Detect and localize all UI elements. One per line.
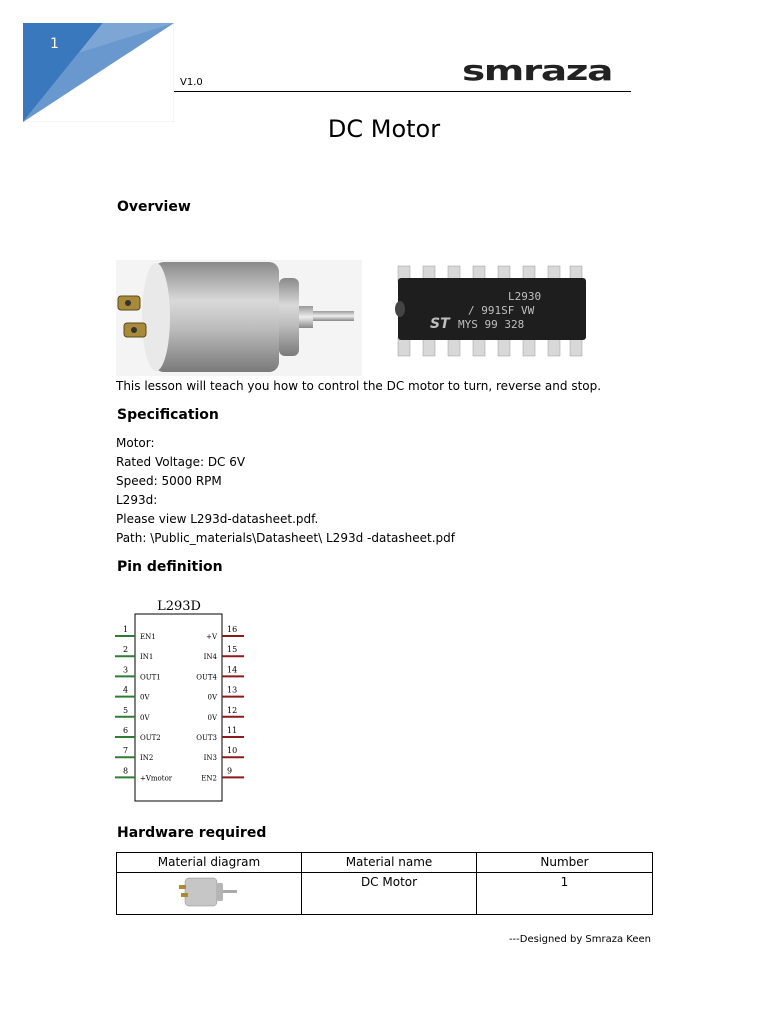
dc-motor-thumbnail: [177, 875, 241, 909]
header-rule: [174, 91, 631, 92]
pin-label: OUT3: [196, 734, 217, 742]
pin-number: 11: [227, 726, 238, 735]
pin-label: EN2: [201, 774, 217, 783]
chip-marking-line-2: / 991SF VW: [468, 304, 535, 317]
pin-definition-heading: Pin definition: [117, 559, 223, 575]
pin-number: 16: [227, 625, 238, 634]
hardware-table: [116, 852, 653, 915]
pin-number: 5: [123, 705, 129, 715]
footer-credit: ---Designed by Smraza Keen: [508, 934, 651, 945]
material-name-cell: DC Motor: [302, 873, 477, 915]
pin-number: 6: [123, 726, 129, 735]
spec-line: L293d:: [116, 493, 158, 507]
pin-label: IN3: [203, 754, 217, 763]
pin-label: 0V: [207, 693, 217, 702]
version-label: V1.0: [180, 77, 203, 88]
chip-marking-line-3: MYS 99 328: [458, 318, 525, 331]
pin-number: 1: [123, 625, 129, 634]
pin-number: 13: [227, 685, 238, 695]
l293d-pin-diagram: [113, 588, 253, 806]
table-row: [117, 873, 653, 915]
brand-logo-text: smraza: [462, 58, 612, 86]
pin-label: +V: [206, 633, 217, 641]
pin-label: 0V: [207, 713, 217, 722]
pin-label: +Vmotor: [140, 774, 173, 783]
pin-label: 0V: [140, 713, 150, 722]
spec-line: Rated Voltage: DC 6V: [116, 455, 246, 469]
pin-number: 12: [227, 705, 238, 715]
l293d-chip-image: [388, 264, 590, 360]
pin-label: EN1: [140, 633, 156, 641]
spec-line: Speed: 5000 RPM: [116, 474, 222, 488]
pin-label: OUT2: [140, 734, 161, 742]
pin-label: IN1: [140, 653, 154, 662]
spec-line: Path: \Public_materials\Datasheet\ L293d -datasheet.pdf: [116, 531, 455, 545]
svg-text:ST: ST: [430, 316, 450, 332]
specification-heading: Specification: [117, 407, 219, 423]
pin-number: 2: [123, 645, 129, 655]
chip-marking-line-1: L2930: [508, 290, 542, 303]
pin-label: IN2: [140, 754, 154, 763]
pin-diagram-title: L293D: [157, 599, 201, 614]
table-header-cell: Material diagram: [117, 853, 302, 873]
pin-number: 4: [123, 685, 129, 695]
pin-number: 7: [123, 746, 129, 756]
spec-line: Motor:: [116, 436, 155, 450]
pin-number: 3: [123, 665, 129, 675]
pin-number: 9: [227, 766, 233, 776]
material-number-cell: 1: [477, 873, 653, 915]
pin-label: OUT4: [196, 673, 217, 682]
table-header-cell: Number: [477, 853, 653, 873]
pin-label: 0V: [140, 693, 150, 702]
spec-line: Please view L293d-datasheet.pdf.: [116, 512, 319, 526]
pin-number: 10: [227, 746, 238, 756]
brand-logo: [462, 58, 614, 86]
pin-number: 8: [123, 766, 129, 776]
hardware-required-heading: Hardware required: [117, 825, 267, 841]
pin-label: OUT1: [140, 673, 161, 682]
dc-motor-image: [116, 260, 362, 376]
pin-number: 14: [227, 665, 238, 675]
overview-heading: Overview: [117, 199, 191, 215]
material-diagram-cell: [117, 873, 302, 915]
pin-label: IN4: [203, 653, 217, 662]
pin-number: 15: [227, 645, 238, 655]
overview-text: This lesson will teach you how to control the DC motor to turn, reverse and stop.: [116, 379, 602, 393]
table-header-row: [117, 853, 653, 873]
table-header-cell: Material name: [302, 853, 477, 873]
corner-decoration: [23, 23, 174, 122]
page-title: DC Motor: [327, 115, 441, 143]
page-number: 1: [50, 36, 59, 52]
